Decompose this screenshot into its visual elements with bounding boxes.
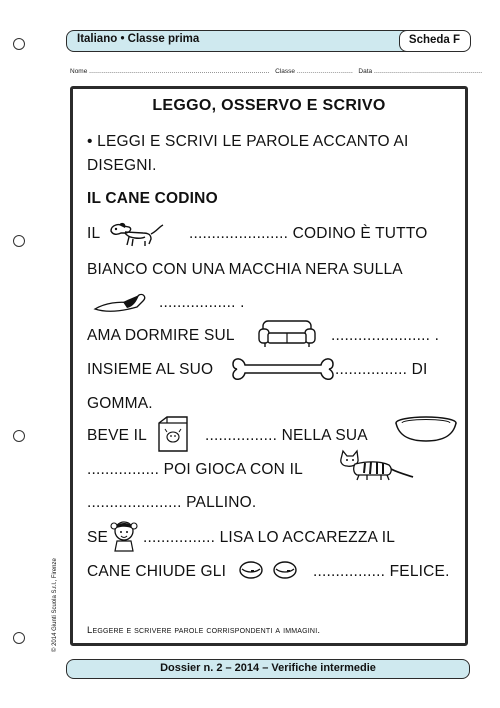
bone-icon xyxy=(231,355,335,383)
story-line-7b: ................ NELLA SUA xyxy=(205,427,368,444)
story-line-8: ................ POI GIOCA CON IL xyxy=(87,461,303,478)
scheda-label: Scheda F xyxy=(399,30,471,52)
binder-hole-2 xyxy=(13,235,25,247)
story-title: IL CANE CODINO xyxy=(87,190,218,207)
girl-icon xyxy=(109,517,139,553)
nome-field[interactable]: .......................................................................................... xyxy=(89,68,270,75)
footer-bar: Dossier n. 2 – 2014 – Verifiche intermedie xyxy=(66,659,470,679)
binder-hole-3 xyxy=(13,430,25,442)
nome-label: Nome xyxy=(70,68,88,75)
data-label: Data xyxy=(358,68,373,75)
story-line-5b: ................ DI xyxy=(335,361,428,378)
story-line-1a: IL xyxy=(87,225,101,242)
story-line-9: ..................... PALLINO. xyxy=(87,494,257,511)
binder-hole-4 xyxy=(13,632,25,644)
story-line-4a: AMA DORMIRE SUL xyxy=(87,327,235,344)
instruction-line-2: DISEGNI. xyxy=(87,157,157,174)
milk-carton-icon xyxy=(153,415,193,455)
story-line-1b: ...................... CODINO È TUTTO xyxy=(189,225,428,242)
copyright-notice: © 2014 Giunti Scuola S.r.l., Firenze xyxy=(52,558,58,652)
story-line-2: BIANCO CON UNA MACCHIA NERA SULLA xyxy=(87,261,403,278)
story-line-3: ................. . xyxy=(159,294,245,311)
worksheet-title: LEGGO, OSSERVO E SCRIVO xyxy=(152,97,386,114)
sofa-icon xyxy=(257,317,317,349)
header-bar xyxy=(66,30,470,52)
dog-ear-icon xyxy=(93,287,153,315)
binder-hole-1 xyxy=(13,38,25,50)
cat-icon xyxy=(337,447,417,483)
classe-label: Classe xyxy=(275,68,295,75)
classe-field[interactable]: ............................ xyxy=(296,68,353,75)
story-line-7a: BEVE IL xyxy=(87,427,147,444)
worksheet-box xyxy=(70,86,468,646)
story-line-6: GOMMA. xyxy=(87,395,153,412)
story-line-10b: ................ LISA LO ACCAREZZA IL xyxy=(143,529,396,546)
story-line-5a: INSIEME AL SUO xyxy=(87,361,214,378)
header-title: Italiano • Classe prima xyxy=(77,33,200,45)
story-line-11b: ................ FELICE. xyxy=(313,563,450,580)
story-line-11a: CANE CHIUDE GLI xyxy=(87,563,227,580)
closed-eyes-icon xyxy=(237,559,301,581)
story-line-10a: SE xyxy=(87,529,109,546)
worksheet-caption: Leggere e scrivere parole corrispondenti a immagini. xyxy=(87,625,321,636)
bowl-icon xyxy=(393,415,459,445)
story-line-4b: ...................... . xyxy=(331,327,440,344)
data-field[interactable]: ...................................................... xyxy=(373,68,483,75)
instruction-line-1: • LEGGI E SCRIVI LE PAROLE ACCANTO AI xyxy=(87,133,409,150)
dog-icon xyxy=(107,217,167,249)
name-class-date-line xyxy=(70,68,482,75)
